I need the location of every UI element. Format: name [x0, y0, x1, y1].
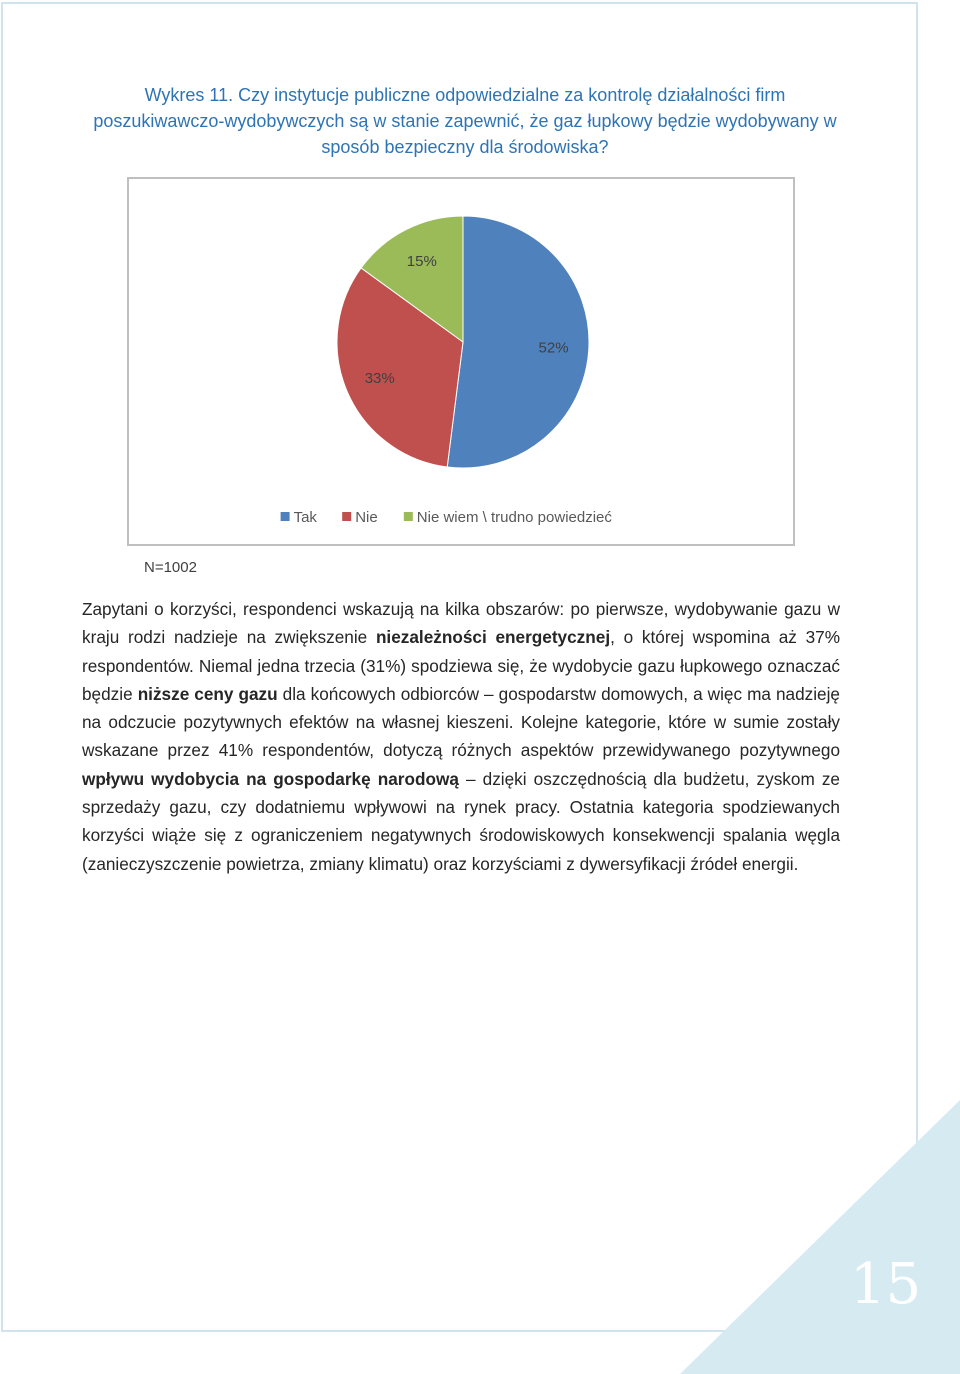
body-text-4: – dzięki oszczędnością dla budżetu, zyskom ze sprzedaży gazu, czy dodatniemu wpływowi na rynek pracy. Ostatnia kategoria spodziewanych korzyści wiąże się z ograniczeniem negatywnych środowiskowych konsekwencji spalania węgla (zanieczyszczenie powietrza, zmiany klimatu) oraz korzyściami z dywersyfikacji źródeł energii. [82, 768, 840, 874]
body-text-1: Zapytani o korzyści, respondenci wskazują na kilka obszarów: po pierwsze, wydobywanie gazu w kraju rodzi nadzieje na zwiększenie [82, 599, 840, 648]
body-bold-1: niezależności energetycznej [375, 627, 611, 648]
legend-label-nie-wiem-trudno-powiedzie: Nie wiem \ trudno powiedzieć [416, 509, 612, 526]
page-number: 15 [850, 1252, 922, 1317]
pie-chart-svg [129, 179, 797, 548]
corner-triangle [680, 1100, 960, 1374]
body-text-3: dla końcowych odbiorców – gospodarstw domowych, a więc ma nadzieję na odczucie pozytywnych efektów na własnej kieszeni. Kolejne kategorie, które w sumie zostały wskazane przez 41% respondentów, dotyczą różnych aspektów przewidywanego pozytywnego [82, 683, 840, 761]
pie-legend [281, 509, 613, 526]
body-text-2: , o której wspomina aż 37% respondentów. Niemal jedna trzecia (31%) spodziewa się, że wydobycie gazu łupkowego oznaczać będzie [82, 627, 841, 704]
pie-label-tak: 52% [538, 339, 569, 357]
sample-size-note: N=1002 [144, 559, 197, 576]
body-paragraph [82, 595, 840, 878]
pie-label-nie: 33% [364, 370, 395, 388]
legend-label-tak: Tak [293, 509, 317, 526]
body-bold-3: wpływu wydobycia na gospodarkę narodową [82, 768, 459, 789]
legend-swatch-nie [342, 512, 351, 521]
legend-label-nie: Nie [355, 509, 378, 526]
figure-title: Wykres 11. Czy instytucje publiczne odpowiedzialne za kontrolę działalności firm poszukiwawczo-wydobywczych są w stanie zapewnić, że gaz łupkowy będzie wydobywany w sposób bezpieczny dla środowiska? [93, 85, 837, 157]
pie-label-nie-wiem-trudno-powiedzie: 15% [406, 253, 437, 271]
pie-chart [127, 177, 795, 546]
legend-swatch-tak [281, 512, 290, 521]
legend-swatch-nie-wiem-trudno-powiedzie [404, 512, 413, 521]
body-bold-2: niższe ceny gazu [137, 683, 278, 704]
